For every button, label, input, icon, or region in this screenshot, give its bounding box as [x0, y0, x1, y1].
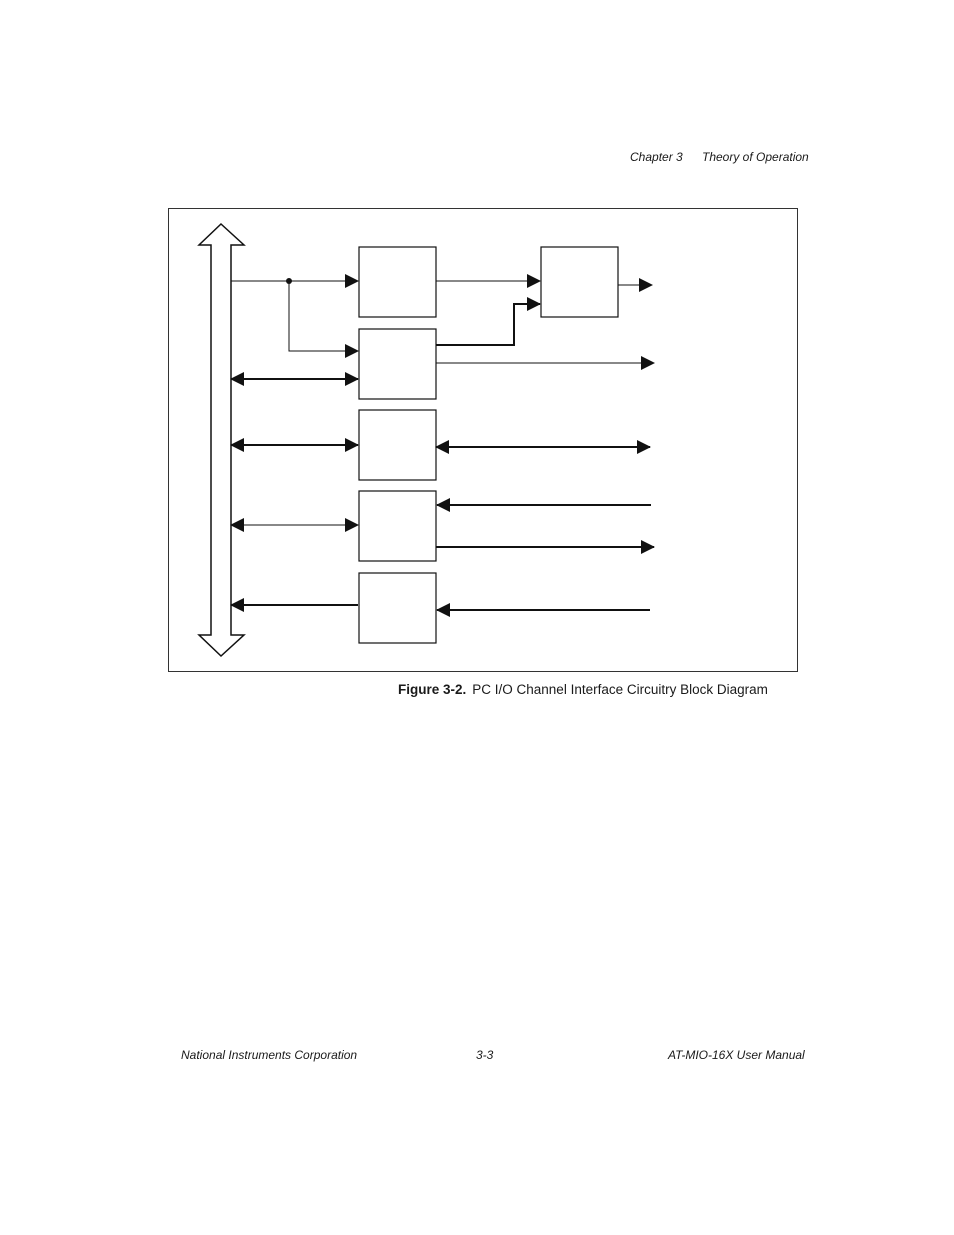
figure-label: Figure 3-2.: [398, 682, 467, 697]
bus-to-block-2: [289, 281, 358, 351]
figure-caption: [398, 682, 768, 697]
pc-bus-arrow: [199, 224, 244, 656]
running-header-chapter: Chapter 3: [630, 150, 683, 164]
block-2-to-output-block: [436, 304, 540, 345]
footer-page-number: 3-3: [476, 1048, 494, 1062]
block-5: [359, 573, 436, 643]
footer-publisher: National Instruments Corporation: [181, 1048, 358, 1062]
figure-caption-text: PC I/O Channel Interface Circuitry Block Diagram: [472, 682, 768, 697]
block-4: [359, 491, 436, 561]
output-block: [541, 247, 618, 317]
block-3: [359, 410, 436, 480]
block-1: [359, 247, 436, 317]
running-header-section: Theory of Operation: [702, 150, 809, 164]
footer-manual-title: AT-MIO-16X User Manual: [668, 1048, 805, 1062]
block-2: [359, 329, 436, 399]
